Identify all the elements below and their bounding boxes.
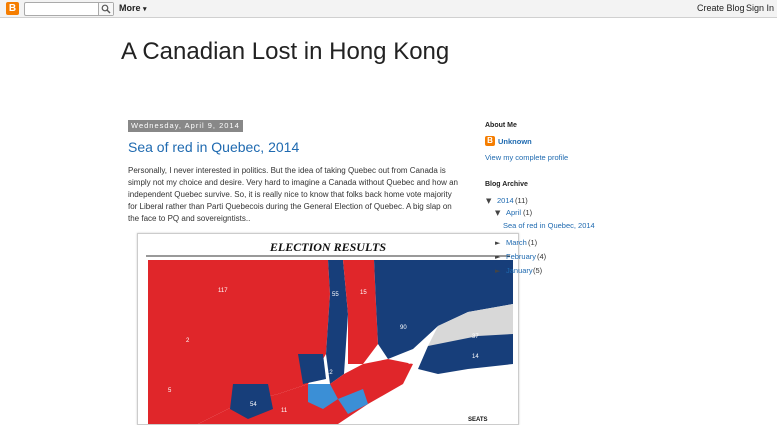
region-number: 90 [400,325,407,331]
region-number: 37 [472,334,479,340]
create-blog-link[interactable]: Create Blog [697,3,745,13]
about-me-heading: About Me [485,122,517,129]
region-number: 12 [326,370,333,376]
archive-month-link[interactable]: January [506,266,533,275]
blog-archive-heading: Blog Archive [485,181,528,188]
search-button[interactable] [98,3,113,15]
blogger-profile-icon: B [485,136,495,146]
archive-month-link[interactable]: February [506,252,537,261]
archive-year-link[interactable]: 2014 [497,196,514,205]
region-number: 5 [168,388,172,394]
region-number: 117 [218,288,228,294]
archive-year-count: (11) [515,196,528,205]
region-number: 14 [472,354,479,360]
region-number: 2 [186,338,190,344]
seats-label: SEATS [468,417,488,423]
archive-month-toggle-icon[interactable]: ► [495,239,501,247]
search-icon [101,4,111,14]
search-input[interactable] [24,2,114,16]
blogger-logo-icon[interactable]: B [6,2,19,15]
archive-post-link[interactable]: Sea of red in Quebec, 2014 [503,221,595,230]
post-body-text: Personally, I never interested in politics. But the idea of taking Quebec out from Canada is simply not my choice and desire. Very hard to imagine a Canada without Quebec and how an independent Quebec survive. So, it is really nice to know that folks back home vote majority for Liberal rather than Parti Quebecois during the General Election of Quebec. A big slap on the face to PQ and sovereigntists.. [128,166,458,223]
archive-month-link[interactable]: April [506,208,522,217]
post-title-link[interactable]: Sea of red in Quebec, 2014 [128,139,300,155]
archive-month-toggle-icon[interactable]: ▼ [495,209,501,217]
archive-year-toggle-icon[interactable]: ▼ [486,197,492,205]
archive-month-count: (1) [523,208,533,217]
profile-name-link[interactable]: Unknown [498,137,532,146]
blog-title[interactable]: A Canadian Lost in Hong Kong [121,38,450,65]
more-label: More [119,3,141,13]
caret-down-icon: ▾ [143,6,147,13]
archive-month-count: (4) [537,252,547,261]
archive-month-toggle-icon[interactable]: ► [495,253,501,261]
post-date-header: Wednesday, April 9, 2014 [128,120,243,132]
election-results-map-image[interactable] [137,233,519,425]
blogger-navbar [0,0,777,18]
archive-month-toggle-icon[interactable]: ► [495,267,501,275]
sign-in-link[interactable]: Sign In [746,3,775,13]
more-menu-button[interactable] [119,3,147,13]
archive-month-count: (1) [528,238,538,247]
region-number: 94 [408,360,415,366]
archive-month-count: (5) [533,266,543,275]
region-number: 15 [360,290,367,296]
view-profile-link[interactable]: View my complete profile [485,153,569,162]
region-number: 11 [281,408,288,414]
region-number: 54 [250,402,257,408]
map-heading: ELECTION RESULTS [269,240,387,254]
region-number: 55 [332,292,339,298]
archive-month-link[interactable]: March [506,238,527,247]
